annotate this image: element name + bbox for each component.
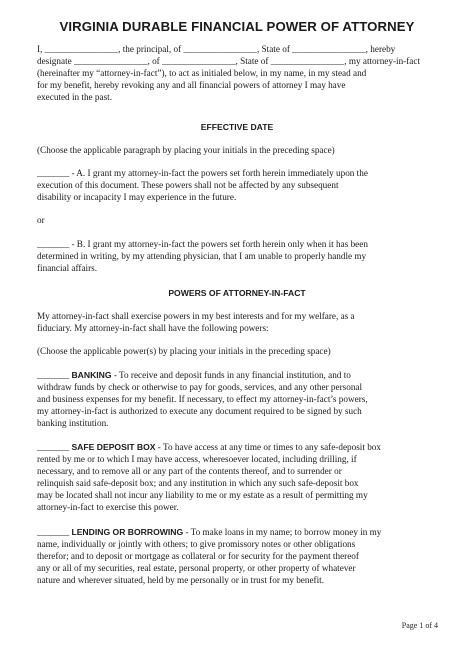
powers-intro-line: fiduciary. My attorney-in-fact shall have the following powers:: [37, 323, 269, 333]
or-text: or: [37, 215, 45, 225]
option-b-line: financial affairs.: [37, 263, 98, 273]
banking-line: and business expenses for my benefit. If necessary, to effect my attorney-in-fact’s powers,: [37, 394, 368, 404]
safe-deposit-line: attorney-in-fact to exercise this power.: [37, 502, 179, 512]
effective-date-heading: EFFECTIVE DATE: [200, 122, 274, 132]
initials-blank: _______: [37, 527, 70, 537]
banking-line: my attorney-in-fact is authorized to execute any document required to be signed by such: [37, 406, 362, 416]
lending-first-text: - To make loans in my name; to borrow money in my: [183, 527, 382, 537]
initials-blank: _______: [37, 442, 70, 452]
initials-blank: _______: [37, 370, 70, 380]
option-a-paragraph: [37, 167, 437, 203]
safe-deposit-line: may be located shall not incur any liability to me or my estate as a result of permitting my: [37, 490, 368, 500]
page-number: Page 1 of 4: [401, 621, 438, 630]
lending-first-line: [37, 526, 437, 538]
option-a-line: execution of this document. These powers shall not be affected by any subsequent: [37, 180, 339, 190]
option-b-line: _______ - B. I grant my attorney-in-fact the powers set forth herein only when it has been: [37, 239, 368, 249]
powers-instruction: [37, 345, 437, 357]
or-separator: [37, 214, 437, 226]
powers-heading: POWERS OF ATTORNEY-IN-FACT: [168, 288, 306, 298]
safe-deposit-line: necessary, and to remove all or any part of the contents thereof, and to surrender or: [37, 466, 342, 476]
option-b-paragraph: [37, 238, 437, 274]
banking-line: withdraw funds by check or otherwise to pay for goods, services, and any other personal: [37, 382, 363, 392]
intro-line: executed in the past.: [37, 92, 113, 102]
lending-line: therefor; and to deposit or mortgage as collateral or for security for the payment thereof: [37, 551, 359, 561]
safe-deposit-first-line: [37, 441, 437, 453]
intro-line: (hereinafter my “attorney-in-fact”), to act as initialed below, in my name, in my stead and: [37, 68, 367, 78]
document-title: VIRGINIA DURABLE FINANCIAL POWER OF ATTORNEY: [59, 19, 415, 34]
safe-deposit-first-text: - To have access at any time or times to any safe-deposit box: [155, 442, 381, 452]
safe-deposit-paragraph: [37, 441, 437, 513]
instruction-line: (Choose the applicable power(s) by placing your initials in the preceding space): [37, 346, 331, 356]
intro-paragraph: [37, 43, 437, 103]
banking-line: banking institution.: [37, 418, 109, 428]
intro-line: designate ________________, of ________________, State of ________________, my attorney-in-fact: [37, 56, 421, 66]
banking-label: BANKING: [71, 370, 112, 380]
option-a-line: _______ - A. I grant my attorney-in-fact the powers set forth herein immediately upon the: [37, 168, 368, 178]
lending-line: nature and wherever situated, held by me personally or in trust for my benefit.: [37, 575, 325, 585]
effective-date-instruction: [37, 144, 437, 156]
instruction-line: (Choose the applicable paragraph by placing your initials in the preceding space): [37, 145, 335, 155]
lending-line: any or all of my securities, real estate, personal property, or other property of whatever: [37, 563, 356, 573]
intro-line: for my benefit, hereby revoking any and all financial powers of attorney I may have: [37, 80, 346, 90]
powers-intro-line: My attorney-in-fact shall exercise powers in my best interests and for my welfare, as a: [37, 311, 355, 321]
intro-line: I, ________________, the principal, of ________________, State of ________________, hereby: [37, 44, 396, 54]
option-a-line: disability or incapacity I may experience in the future.: [37, 192, 237, 202]
safe-deposit-line: relinquish said safe-deposit box; and any institution in which any such safe-deposit box: [37, 478, 359, 488]
banking-paragraph: [37, 369, 437, 429]
powers-intro: [37, 310, 437, 334]
safe-deposit-label: SAFE DEPOSIT BOX: [71, 442, 156, 452]
lending-label: LENDING OR BORROWING: [71, 527, 184, 537]
banking-first-text: - To receive and deposit funds in any financial institution, and to: [111, 370, 351, 380]
lending-paragraph: [37, 526, 437, 586]
banking-first-line: [37, 369, 437, 381]
safe-deposit-line: rented by me or to which I may have access, wheresoever located, including drilling, if: [37, 454, 357, 464]
lending-line: name, individually or jointly with others; to give promissory notes or other obligations: [37, 539, 356, 549]
option-b-line: determined in writing, by my attending physician, that I am unable to properly handle my: [37, 251, 367, 261]
